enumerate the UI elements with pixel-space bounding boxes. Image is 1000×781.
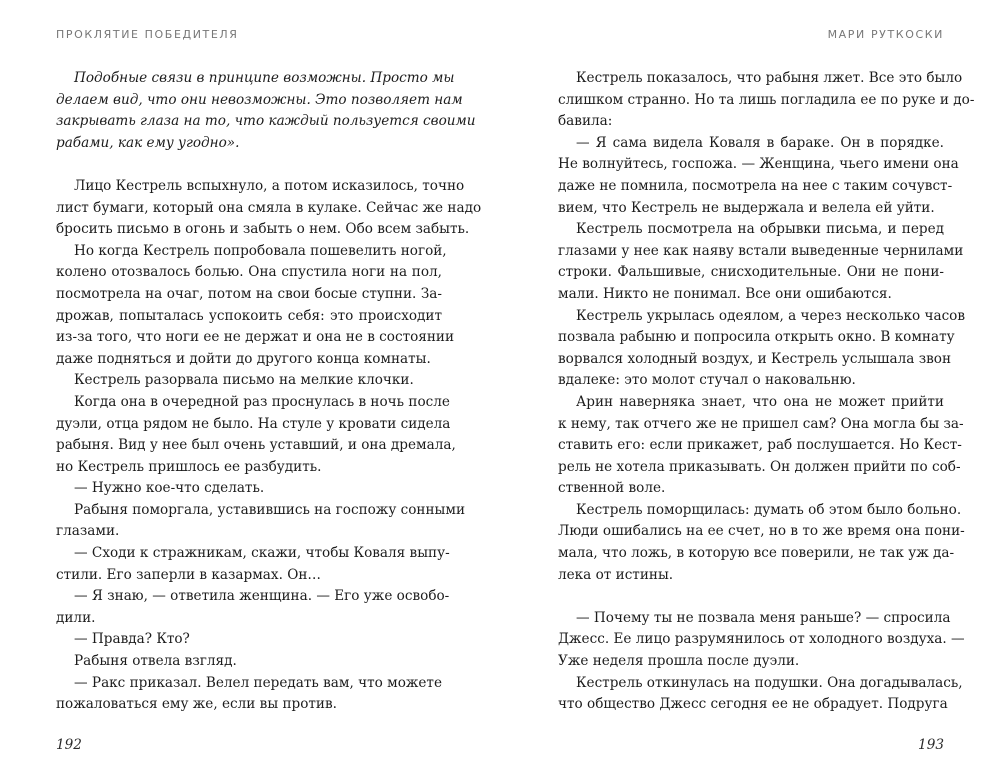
text-line: Кестрель показалось, что рабыня лжет. Все это было <box>576 70 963 86</box>
text-line: посмотрела на очаг, потом на свои босые ступни. За- <box>56 285 442 302</box>
text-line: Не волнуйтесь, госпожа. — Женщина, чьего имени она <box>558 156 959 173</box>
text-line: рабами, как ему угодно». <box>56 134 240 151</box>
text-line: позвала рабыню и попросила открыть окно. В комнату <box>558 329 955 346</box>
text-line: дили. <box>56 609 96 626</box>
text-line: глазами у нее как наяву встали выведенные чернилами <box>558 242 964 259</box>
text-line: — Я знаю, — ответила женщина. — Его уже освобо- <box>74 588 450 605</box>
text-line: строки. Фальшивые, снисходительные. Они не пони- <box>558 264 944 281</box>
text-line: ственной воле. <box>558 480 666 497</box>
text-line: из-за того, что ноги ее не держат и она не в состоянии <box>56 329 455 346</box>
right-body-text <box>558 68 975 716</box>
text-line: Уже неделя прошла после дуэли. <box>558 653 800 670</box>
text-line: Люди ошибались на ее счет, но в то же время она пони- <box>558 523 965 540</box>
text-line: Арин наверняка знает, что она не может прийти <box>576 393 944 410</box>
text-line: колено отозвалось болью. Она спустила ноги на пол, <box>56 264 442 281</box>
text-line: Рабыня отвела взгляд. <box>74 653 237 670</box>
text-line: даже подняться и дойти до другого конца комнаты. <box>56 350 431 367</box>
text-line: к нему, так отчего же не пришел сам? Она могла бы за- <box>558 415 964 432</box>
page-number-left: 192 <box>56 737 82 753</box>
left-body-text <box>56 68 482 716</box>
text-line: Рабыня поморгала, уставившись на госпожу сонными <box>74 501 466 518</box>
text-line: слишком странно. Но та лишь погладила ее по руке и до- <box>558 91 975 108</box>
right-page <box>500 0 1000 781</box>
text-line: рель не хотела приказывать. Он должен прийти по соб- <box>558 458 961 475</box>
text-line: — Ракс приказал. Велел передать вам, что можете <box>74 674 442 691</box>
text-line: Но когда Кестрель попробовала пошевелить ногой, <box>74 242 447 259</box>
text-line: дуэли, отца рядом не было. На стуле у кровати сидела <box>56 415 451 432</box>
text-line: лист бумаги, который она смяла в кулаке. Сейчас же надо <box>56 199 482 216</box>
text-line: вием, что Кестрель не выдержала и велела ей уйти. <box>558 199 935 216</box>
text-line: ставить его: если прикажет, раб послушается. Но Кест- <box>558 437 962 454</box>
text-line: Джесс. Ее лицо разрумянилось от холодного воздуха. — <box>558 631 965 648</box>
text-line: пожаловаться ему же, если вы против. <box>56 696 337 713</box>
text-line: бавила: <box>558 113 613 130</box>
text-line: что общество Джесс сегодня ее не обрадует. Подруга <box>558 696 948 713</box>
text-line: Кестрель откинулась на подушки. Она догадывалась, <box>576 674 963 691</box>
text-line: вдалеке: это молот стучал о наковальню. <box>558 372 856 389</box>
text-line: мала, что ложь, в которую все поверили, не так уж да- <box>558 545 955 562</box>
text-line: Кестрель укрылась одеялом, а через несколько часов <box>576 307 966 324</box>
text-line: Подобные связи в принципе возможны. Просто мы <box>74 70 455 86</box>
text-line: мали. Никто не понимал. Все они ошибаются. <box>558 285 892 302</box>
text-line: закрывать глаза на то, что каждый пользуется своими <box>56 113 476 130</box>
text-line: — Правда? Кто? <box>74 631 190 648</box>
text-line: стили. Его заперли в казармах. Он… <box>56 566 322 583</box>
text-line: Лицо Кестрель вспыхнуло, а потом исказилось, точно <box>74 177 465 194</box>
text-line: дрожав, попыталась успокоить себя: это происходит <box>56 307 442 324</box>
text-line: но Кестрель пришлось ее разбудить. <box>56 458 322 475</box>
text-line: — Нужно кое-что сделать. <box>74 480 265 497</box>
paragraph-gap <box>56 154 442 176</box>
text-line: Когда она в очередной раз проснулась в ночь после <box>74 393 450 410</box>
text-line: ворвался холодный воздух, и Кестрель услышала звон <box>558 350 952 367</box>
text-line: лека от истины. <box>558 566 674 583</box>
text-line: Кестрель посмотрела на обрывки письма, и перед <box>576 221 944 238</box>
text-line: делаем вид, что они невозможны. Это позволяет нам <box>56 91 463 108</box>
page-number-right: 193 <box>918 737 944 753</box>
text-line: — Сходи к стражникам, скажи, чтобы Коваля выпу- <box>74 545 450 562</box>
text-line: — Почему ты не позвала меня раньше? — спросила <box>576 609 951 626</box>
text-line: Кестрель разорвала письмо на мелкие клочки. <box>74 372 414 389</box>
text-line: рабыня. Вид у нее был очень уставший, и она дремала, <box>56 437 456 454</box>
running-head-author: МАРИ РУТКОСКИ <box>827 28 944 41</box>
text-line: бросить письмо в огонь и забыть о нем. Обо всем забыть. <box>56 221 470 238</box>
text-line: глазами. <box>56 523 120 540</box>
paragraph-gap <box>558 586 944 608</box>
text-line: — Я сама видела Коваля в бараке. Он в порядке. <box>576 134 944 151</box>
text-line: Кестрель поморщилась: думать об этом было больно. <box>576 501 962 518</box>
text-line: даже не помнила, посмотрела на нее с таким сочувст- <box>558 177 953 194</box>
running-head-title: ПРОКЛЯТИЕ ПОБЕДИТЕЛЯ <box>56 28 239 41</box>
